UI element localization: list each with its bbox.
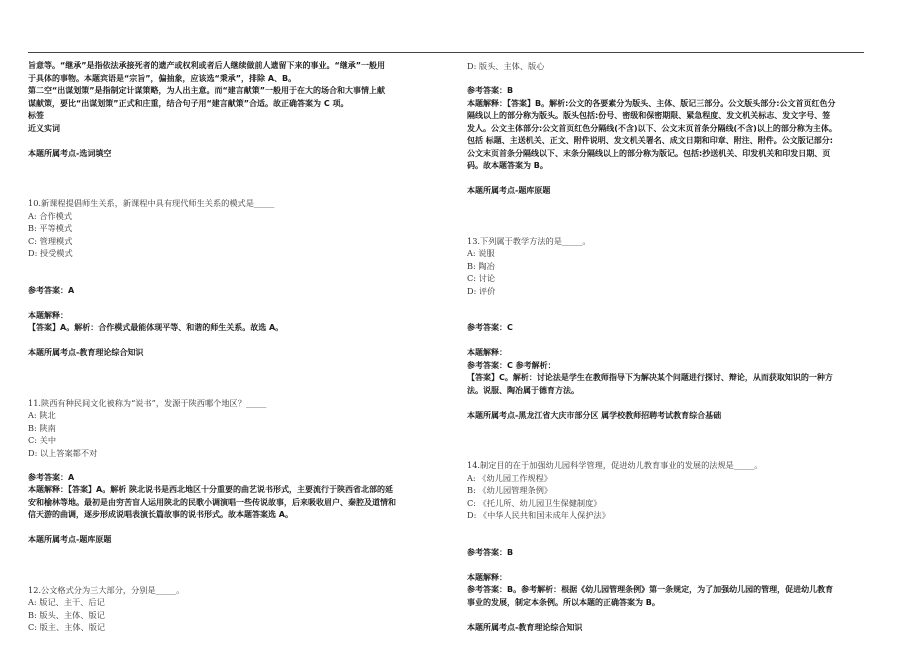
option-c: C: 《托儿所、幼儿园卫生保健制度》 <box>467 497 602 508</box>
explanation-title: 本题解释： <box>467 572 507 582</box>
explanation-title: 本题解释： <box>28 310 68 320</box>
option-b: B: 陕南 <box>28 422 56 433</box>
explanation: 本题解释：【答案】A。解析 陕北说书是西北地区十分重要的曲艺说书形式，主要流行于陕西省北部的延 <box>28 485 393 494</box>
option-d: D: 以上答案都不对 <box>28 447 98 458</box>
explanation-title: 本题解释： <box>467 348 507 357</box>
intro-line: 第二空“出谋划策”是指制定计谋策略，为人出主意。而“建言献策”一般用于在大的场合和大事情上献 <box>28 86 386 95</box>
question-point: 本题所属考点-教育理论综合知识 <box>28 348 144 357</box>
explanation: 信天游的曲调，逐步形成说唱表演长篇故事的说书形式。故本题答案选 A。 <box>28 510 293 519</box>
question-14: 14.制定目的在于加强幼儿园科学管理，促进幼儿教育事业的发展的法规是_____。 <box>467 460 763 470</box>
answer: 参考答案：A <box>28 472 75 482</box>
option-b: B: 陶冶 <box>467 260 495 271</box>
answer: 参考答案：B <box>467 547 514 557</box>
tag-label: 标签 <box>28 111 44 120</box>
question-point: 本题所属考点-教育理论综合知识 <box>467 622 583 632</box>
tag-value: 近义实词 <box>28 123 60 133</box>
explanation: 本题解释：【答案】B。解析:公文的各要素分为版头、主体、版记三部分。公文版头部分:公文首页红色分 <box>467 98 836 108</box>
option-b: B: 《幼儿园管理条例》 <box>467 485 553 495</box>
explanation: 【答案】C。解析：讨论法是学生在教师指导下为解决某个问题进行探讨、辩论，从而获取知识的一种方 <box>467 373 833 382</box>
explanation: 法。说服、陶冶属于德育方法。 <box>467 385 579 395</box>
option-b: B: 版头、主体、版记 <box>28 609 105 620</box>
explanation: 事业的发展，制定本条例。所以本题的正确答案为 B。 <box>467 597 660 607</box>
option-c: C: 管理模式 <box>28 235 73 246</box>
explanation: 【答案】A。解析：合作模式最能体现平等、和谐的师生关系。故选 A。 <box>28 323 284 332</box>
explanation: 隔线以上的部分称为版头。版头包括:份号、密级和保密期限、紧急程度、发文机关标志、发文字号、签 <box>467 111 831 120</box>
question-12: 12.公文格式分为三大部分，分别是_____。 <box>28 584 185 595</box>
option-c: C: 讨论 <box>467 273 496 283</box>
option-a: A: 说服 <box>467 248 495 258</box>
question-10: 10.新课程提倡师生关系，新课程中具有现代师生关系的模式是_____ <box>28 198 275 208</box>
explanation: 包括 标题、主送机关、正文、附件说明、发文机关署名、成文日期和印章、附注、附件。公文版记部分: <box>467 136 833 145</box>
intro-line: 谋献策，要比“出谋划策”正式和庄重，结合句子用“建言献策”合适。故正确答案为 C 项。 <box>28 98 349 108</box>
option-a: A: 陕北 <box>28 410 56 420</box>
option-b: B: 平等模式 <box>28 223 73 233</box>
explanation: 公文末页首条分隔线以下、末条分隔线以上的部分称为版记。包括:抄送机关、印发机关和印发日期、页 <box>467 148 831 158</box>
option-c: C: 版主、主体、版记 <box>28 622 106 632</box>
question-point: 本题所属考点-题库原题 <box>28 535 112 544</box>
question-point: 本题所属考点-题库原题 <box>467 186 551 195</box>
question-13: 13.下列属于教学方法的是_____。 <box>467 235 591 246</box>
option-d: D: 评价 <box>467 285 496 296</box>
question-point: 本题所属考点-选词填空 <box>28 148 112 158</box>
explanation: 安和榆林等地。最初是由穷苦盲人运用陕北的民歌小调演唱一些传说故事，后来吸收眉户、秦腔及道情和 <box>28 497 396 507</box>
option-d: D: 授受模式 <box>28 248 73 258</box>
header-rule <box>28 52 864 53</box>
option-c: C: 关中 <box>28 435 57 445</box>
explanation: 参考答案：C 参考解析： <box>467 360 556 370</box>
left-column <box>28 60 438 634</box>
intro-line: 旨意等。“继承”是指依法承接死者的遗产或权利或者后人继续做前人遗留下来的事业。“继承”一般用 <box>28 61 386 70</box>
option-a: A: 《幼儿园工作规程》 <box>467 472 552 483</box>
option-a: A: 版记、主干、后记 <box>28 597 105 607</box>
answer: 参考答案：B <box>467 86 514 95</box>
option-d: D: 版头、主体、版心 <box>467 61 545 71</box>
explanation: 参考答案：B。参考解析：根据《幼儿园管理条例》第一条规定，为了加强幼儿园的管理，促进幼儿教育 <box>467 585 834 594</box>
answer: 参考答案：C <box>467 323 513 332</box>
question-point: 本题所属考点-黑龙江省大庆市部分区 属学校教师招聘考试教育综合基础 <box>467 410 722 420</box>
intro-line: 于具体的事物。本题宾语是“宗旨”，偏抽象，应该选“秉承”，排除 A、B。 <box>28 73 297 83</box>
explanation: 码。故本题答案为 B。 <box>467 161 548 170</box>
answer: 参考答案：A <box>28 285 75 295</box>
option-a: A: 合作模式 <box>28 210 73 221</box>
explanation: 发人。公文主体部分:公文首页红色分隔线(不含)以下、公文末页首条分隔线(不含)以上的部分称为主体。 <box>467 123 837 133</box>
option-d: D: 《中华人民共和国未成年人保护法》 <box>467 510 610 520</box>
question-11: 11.陕西有种民间文化被称为“说书”，发源于陕西哪个地区？_____ <box>28 397 267 408</box>
right-column <box>467 60 887 634</box>
